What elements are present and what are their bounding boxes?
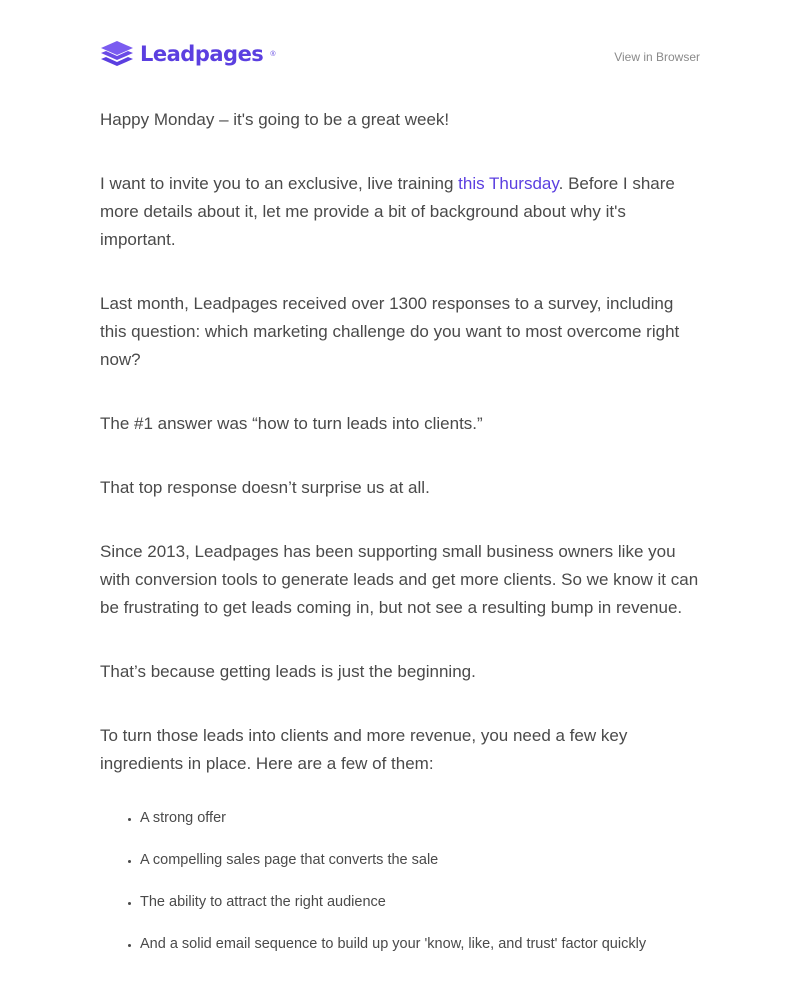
email-container bbox=[100, 0, 700, 954]
list-item: • The ability to attract the right audience bbox=[140, 892, 700, 912]
this-thursday-link[interactable]: this Thursday bbox=[458, 174, 559, 193]
layers-icon bbox=[100, 40, 134, 68]
invite-text-after: . Before I share more details about it, let me provide a bit of background about why it's important. bbox=[100, 174, 675, 249]
answer-paragraph: The #1 answer was “how to turn leads into clients.” bbox=[100, 414, 483, 433]
ingredients-intro-paragraph: To turn those leads into clients and more revenue, you need a few key ingredients in place. Here are a few of them: bbox=[100, 726, 628, 773]
list-item: • A compelling sales page that converts the sale bbox=[140, 850, 700, 870]
ingredients-list bbox=[100, 808, 700, 954]
invite-text-before: I want to invite you to an exclusive, live training bbox=[100, 174, 459, 193]
email-body bbox=[100, 106, 700, 954]
survey-paragraph: Last month, Leadpages received over 1300 responses to a survey, including this question: which marketing challenge do you want to most overcome right now? bbox=[100, 294, 680, 369]
registered-mark: ® bbox=[270, 50, 276, 58]
invite-paragraph bbox=[100, 170, 700, 254]
no-surprise-paragraph: That top response doesn’t surprise us at all. bbox=[100, 478, 430, 497]
leadpages-logo[interactable] bbox=[100, 40, 275, 68]
logo-wordmark: Leadpages bbox=[140, 42, 264, 66]
view-in-browser-link[interactable]: View in Browser bbox=[614, 49, 700, 64]
list-item: • And a solid email sequence to build up your 'know, like, and trust' factor quickly bbox=[140, 934, 700, 954]
list-item: • A strong offer bbox=[140, 808, 700, 828]
email-header bbox=[100, 40, 700, 68]
beginning-paragraph: That’s because getting leads is just the beginning. bbox=[100, 662, 476, 681]
history-paragraph: Since 2013, Leadpages has been supporting small business owners like you with conversion tools to generate leads and get more clients. So we know it can be frustrating to get leads coming in, but not see a resulting bump in revenue. bbox=[100, 542, 699, 617]
greeting-paragraph: Happy Monday – it's going to be a great week! bbox=[100, 110, 450, 129]
